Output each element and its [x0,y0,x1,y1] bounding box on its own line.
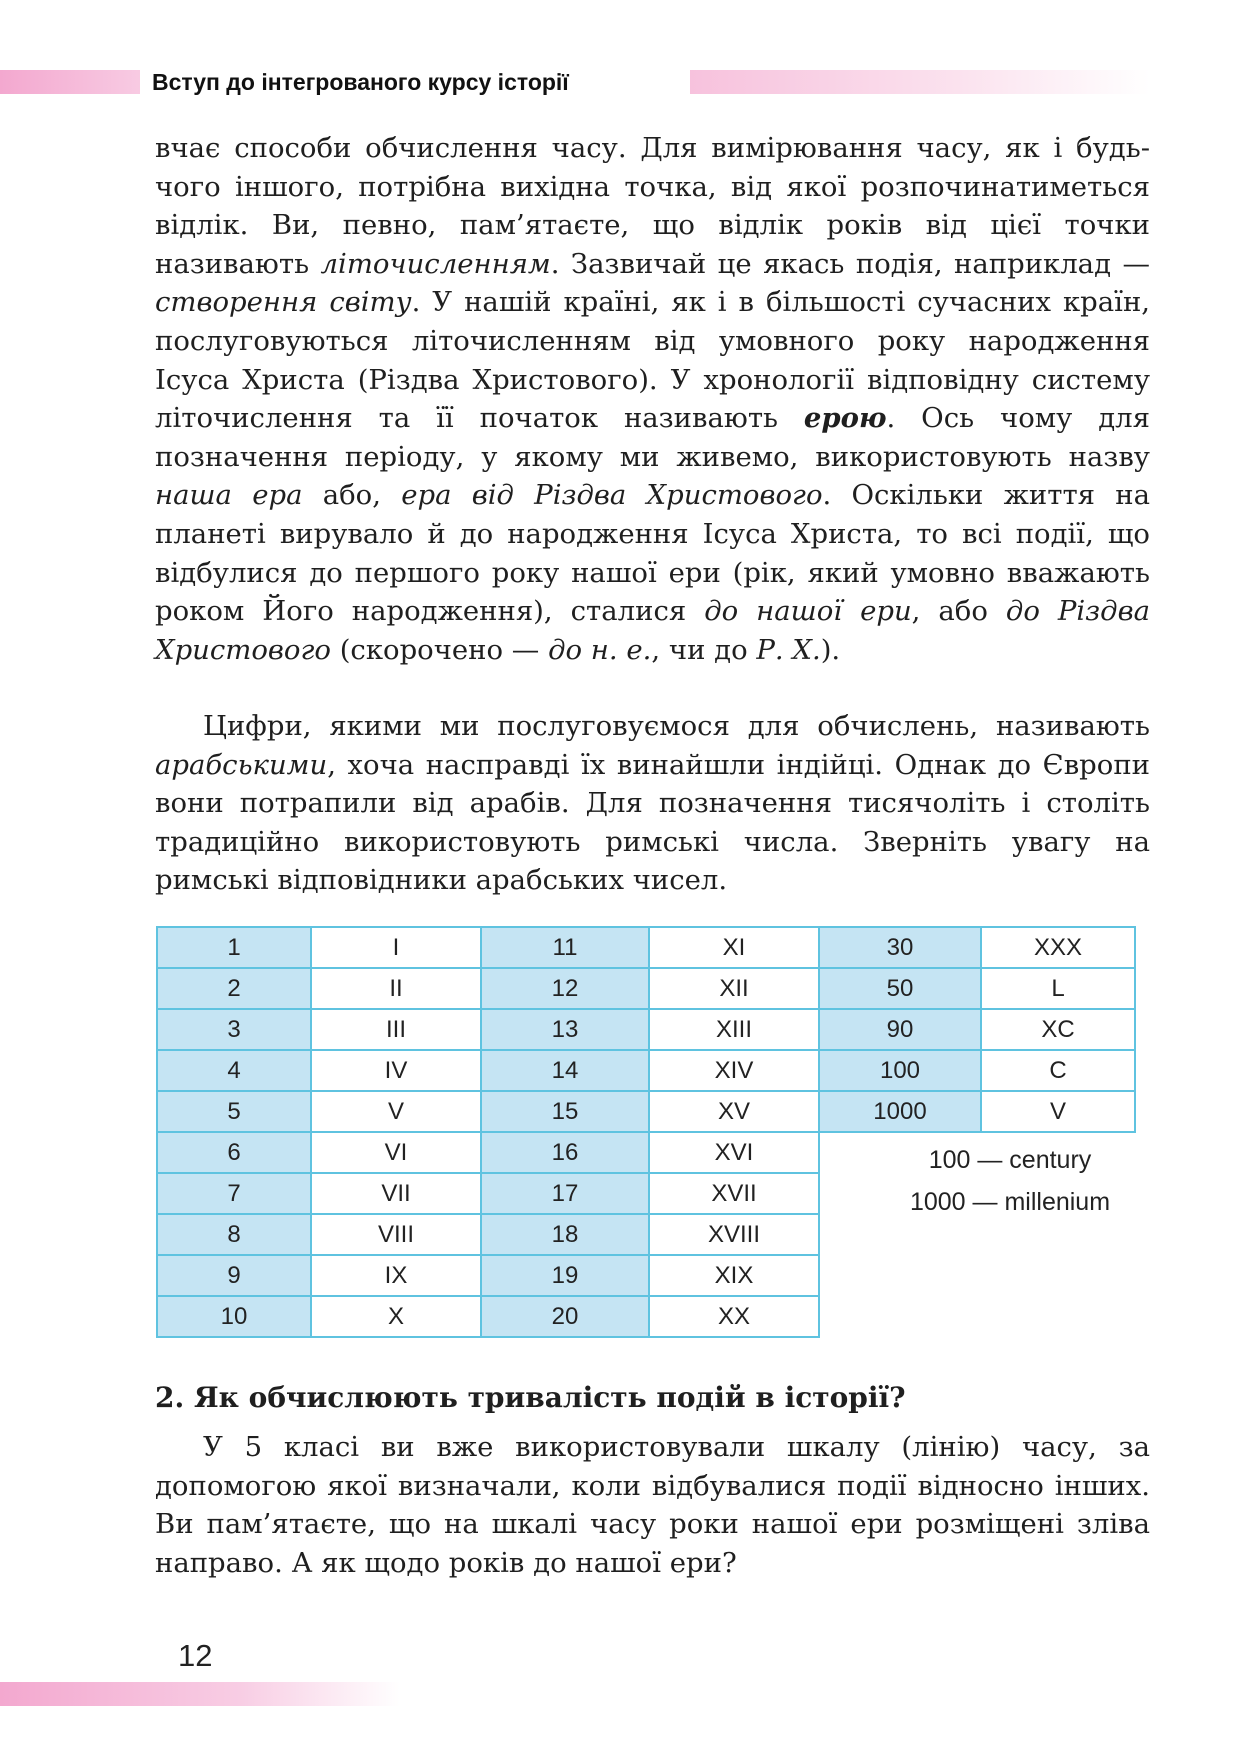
table-row [157,1296,1135,1337]
table-row [157,1009,1135,1050]
text-span: . Ось чому для позначення періоду, у якому ми живемо, використовують назву [155,402,1150,473]
arabic-number-cell: 16 [481,1132,649,1173]
text-span: . Оскільки життя на планеті вирувало й до народження Ісуса Христа, то всі події, що відбулися до першого року нашої ери (рік, який умовно вважають роком Його народження), сталися [155,479,1150,628]
arabic-number-cell: 11 [481,927,649,968]
roman-numeral-cell: XII [649,968,819,1009]
term-abbr-dne: до н. е. [548,633,652,666]
empty-cell [981,1296,1135,1337]
roman-numeral-cell: XIX [649,1255,819,1296]
roman-numeral-cell: XX [649,1296,819,1337]
arabic-number-cell: 6 [157,1132,311,1173]
arabic-number-cell: 12 [481,968,649,1009]
text-span: ). [820,633,841,666]
roman-numeral-cell: XXX [981,927,1135,968]
empty-cell [819,1255,981,1296]
arabic-number-cell: 100 [819,1050,981,1091]
term-litochyslennia: літочисленням [320,247,551,280]
roman-numeral-cell: I [311,927,481,968]
roman-numeral-cell: II [311,968,481,1009]
table-row [157,968,1135,1009]
table-row [157,1091,1135,1132]
arabic-number-cell: 30 [819,927,981,968]
text-span: . У нашій країні, як і в більшості сучасних країн, послуговуються літочисленням від умовного року народження Ісуса Христа (Різдва Христового). У хронології відповідну систему літочислення та її початок називають [155,286,1151,435]
empty-cell [981,1214,1135,1255]
page-number: 12 [178,1638,213,1673]
table-row [157,1255,1135,1296]
term-era: ерою [803,402,887,435]
empty-cell [819,1214,981,1255]
arabic-number-cell: 20 [481,1296,649,1337]
roman-numeral-cell: V [311,1091,481,1132]
text-span: вчає способи обчислення часу. Для вимірювання часу, як і будь-чого іншого, потрібна вихідна точка, від якої розпочинатиметься відлік. Ви, певно, пам’ятаєте, що відлік років від цієї точки називають [155,132,1150,280]
arabic-number-cell: 17 [481,1173,649,1214]
table-row [157,1050,1135,1091]
roman-numeral-cell: VI [311,1132,481,1173]
arabic-number-cell: 4 [157,1050,311,1091]
arabic-number-cell: 13 [481,1009,649,1050]
roman-numeral-cell: VII [311,1173,481,1214]
roman-numeral-cell: XVIII [649,1214,819,1255]
roman-numeral-cell: XV [649,1091,819,1132]
roman-numeral-cell: IV [311,1050,481,1091]
running-header-title: Вступ до інтегрованого курсу історії [140,66,579,98]
header-decor-right [690,70,1150,94]
header-decor-left [0,70,150,94]
text-span: Цифри, якими ми послуговуємося для обчислень, називають [203,710,1150,742]
text-span: (скорочено — [330,633,549,666]
arabic-number-cell: 2 [157,968,311,1009]
arabic-number-cell: 15 [481,1091,649,1132]
roman-numeral-cell: IX [311,1255,481,1296]
note-millenium: 1000 — millenium [909,1188,1111,1216]
text-span: або, [302,479,402,512]
empty-cell [981,1255,1135,1296]
term-nasha-era: наша ера [155,479,303,512]
text-span: . Зазвичай це якась подія, наприклад — [550,247,1150,280]
roman-numerals-table [156,926,1136,1338]
roman-numeral-cell: III [311,1009,481,1050]
term-era-vid-rizdva: ера від Різдва Христового [401,479,823,512]
text-span: У 5 класі ви вже використовували шкалу (лінію) часу, за допомогою якої визначали, коли відбувалися події відносно інших. Ви пам’ятаєте, що на шкалі часу роки нашої ери розміщені зліва направо. А як щодо років до нашої ери? [155,1431,1150,1579]
arabic-number-cell: 9 [157,1255,311,1296]
arabic-number-cell: 8 [157,1214,311,1255]
roman-numeral-cell: XIII [649,1009,819,1050]
roman-numeral-cell: C [981,1050,1135,1091]
arabic-number-cell: 7 [157,1173,311,1214]
roman-numeral-cell: V [981,1091,1135,1132]
paragraph-timeline [155,1428,1150,1582]
term-abbr-rh: Р. Х. [756,633,821,666]
roman-numeral-cell: XC [981,1009,1135,1050]
table-row [157,927,1135,968]
term-arabski: арабськими [155,748,328,781]
text-span: , чи до [651,633,757,666]
roman-numeral-cell: X [311,1296,481,1337]
text-span: , або [911,595,1006,628]
roman-numeral-cell: VIII [311,1214,481,1255]
roman-numeral-cell: XVI [649,1132,819,1173]
arabic-number-cell: 18 [481,1214,649,1255]
arabic-number-cell: 1000 [819,1091,981,1132]
term-do-nashoi-ery: до нашої ери [704,595,912,628]
roman-numeral-cell: XIV [649,1050,819,1091]
text-span: , хоча насправді їх винайшли індійці. Однак до Європи вони потрапили від арабів. Для позначення тисячоліть і століть традиційно використовують римські числа. Зверніть увагу на римські відповідники арабських чисел. [155,748,1150,897]
paragraph-numerals [155,707,1150,900]
roman-numeral-cell: XVII [649,1173,819,1214]
table-row [157,1214,1135,1255]
footer-decor [0,1682,400,1706]
roman-numeral-cell: L [981,968,1135,1009]
arabic-number-cell: 14 [481,1050,649,1091]
empty-cell [819,1296,981,1337]
arabic-number-cell: 5 [157,1091,311,1132]
roman-numeral-cell: XI [649,927,819,968]
term-stvorennia-svitu: створення світу [155,286,412,319]
arabic-number-cell: 50 [819,968,981,1009]
arabic-number-cell: 3 [157,1009,311,1050]
term-do-rizdva: до Різдва Христового [155,595,1150,666]
paragraph-era [155,129,1150,669]
arabic-number-cell: 90 [819,1009,981,1050]
arabic-number-cell: 10 [157,1296,311,1337]
section-heading: 2. Як обчислюють тривалість подій в історії? [155,1381,906,1414]
arabic-number-cell: 1 [157,927,311,968]
note-century: 100 — century [928,1146,1092,1174]
arabic-number-cell: 19 [481,1255,649,1296]
